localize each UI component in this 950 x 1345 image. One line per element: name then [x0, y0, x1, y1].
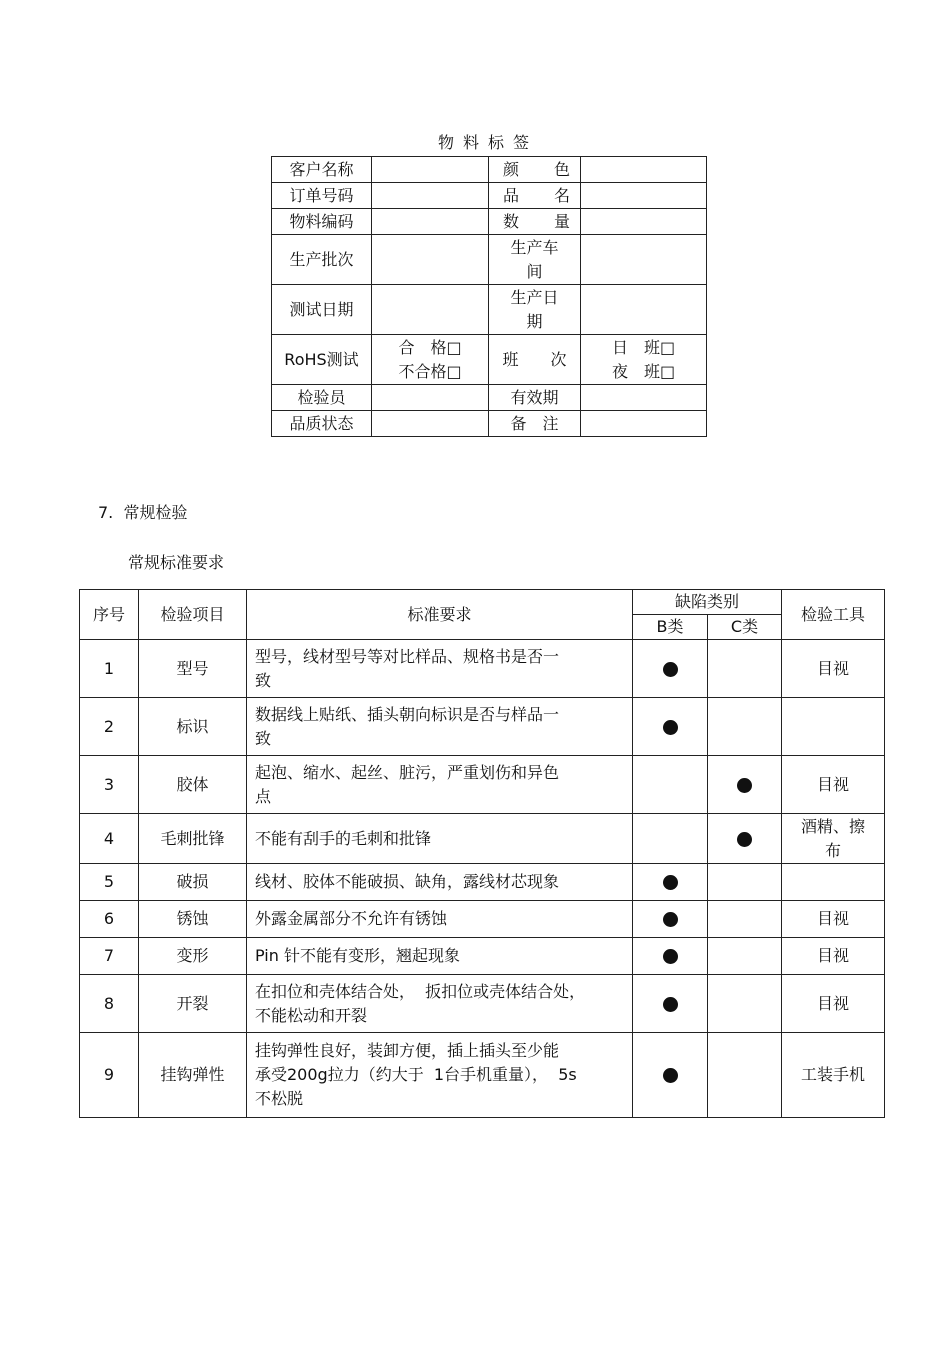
requirement-line: 挂钩弹性良好，装卸方便，插上插头至少能: [255, 1041, 560, 1060]
field-value: [581, 183, 707, 209]
defect-class-c: [708, 756, 782, 814]
defect-class-b: [633, 901, 708, 938]
standard-requirement: [247, 864, 633, 901]
night-shift-checkbox[interactable]: 夜 班□: [611, 361, 676, 381]
label-title: 物料标签: [437, 133, 538, 152]
inspection-tool: 目视: [782, 975, 885, 1033]
inspection-table: [79, 589, 885, 1118]
table-row: [80, 698, 885, 756]
label-row: [272, 385, 707, 411]
inspection-item: 毛刺批锋: [139, 814, 247, 864]
row-number: 2: [80, 698, 139, 756]
table-row: [80, 938, 885, 975]
field-label: 班 次: [489, 335, 581, 385]
field-label: 品质状态: [272, 411, 372, 437]
row-number: 8: [80, 975, 139, 1033]
header-row: [80, 590, 885, 615]
table-row: [80, 640, 885, 698]
standard-requirement: [247, 975, 633, 1033]
header-item: 检验项目: [139, 590, 247, 640]
material-label-table: [271, 156, 707, 437]
defect-class-b: [633, 1033, 708, 1118]
requirement-line: 数据线上贴纸、插头朝向标识是否与样品一: [255, 704, 560, 724]
inspection-item: 锈蚀: [139, 901, 247, 938]
requirement-line: 致: [255, 670, 272, 690]
table-row: [80, 814, 885, 864]
field-value: [372, 183, 489, 209]
filled-circle-icon: [737, 778, 752, 793]
inspection-item: 型号: [139, 640, 247, 698]
defect-class-b: [633, 814, 708, 864]
inspection-tool: 目视: [782, 938, 885, 975]
standard-requirement: [247, 901, 633, 938]
defect-class-c: [708, 640, 782, 698]
field-value: [372, 209, 489, 235]
requirement-line: Pin 针不能有变形，翘起现象: [255, 946, 460, 965]
requirement-line: 不能有刮手的毛刺和批锋: [255, 828, 432, 848]
header-defect: 缺陷类别: [633, 590, 782, 615]
defect-class-b: [633, 864, 708, 901]
label-row: [272, 335, 707, 385]
filled-circle-icon: [663, 875, 678, 890]
defect-class-c: [708, 864, 782, 901]
filled-circle-icon: [663, 662, 678, 677]
filled-circle-icon: [663, 949, 678, 964]
standard-requirement: [247, 698, 633, 756]
requirement-line: 点: [255, 786, 272, 806]
table-row: [80, 864, 885, 901]
filled-circle-icon: [663, 997, 678, 1012]
field-label: 测试日期: [272, 285, 372, 335]
filled-circle-icon: [663, 1068, 678, 1083]
row-number: 3: [80, 756, 139, 814]
inspection-item: 胶体: [139, 756, 247, 814]
standard-requirement: [247, 756, 633, 814]
field-label: 客户名称: [272, 157, 372, 183]
defect-class-b: [633, 698, 708, 756]
field-label: 备 注: [489, 411, 581, 437]
standard-requirement: [247, 814, 633, 864]
defect-class-b: [633, 938, 708, 975]
inspection-item: 挂钩弹性: [139, 1033, 247, 1118]
row-number: 5: [80, 864, 139, 901]
row-number: 4: [80, 814, 139, 864]
field-value: [581, 385, 707, 411]
field-value: [581, 235, 707, 285]
rohs-result: [372, 335, 489, 385]
inspection-tool: 目视: [782, 756, 885, 814]
field-value: [372, 157, 489, 183]
inspection-tool: 工装手机: [782, 1033, 885, 1118]
field-label: 数量: [489, 209, 581, 235]
standard-requirement: [247, 640, 633, 698]
header-no: 序号: [80, 590, 139, 640]
field-label: 品名: [489, 183, 581, 209]
defect-class-b: [633, 756, 708, 814]
field-value: [581, 285, 707, 335]
filled-circle-icon: [663, 912, 678, 927]
defect-class-c: [708, 814, 782, 864]
section-heading: 7. 常规检验: [98, 503, 188, 522]
field-label: 订单号码: [272, 183, 372, 209]
field-label: 生产批次: [272, 235, 372, 285]
field-value: [581, 411, 707, 437]
label-row: [272, 209, 707, 235]
inspection-tool: [782, 698, 885, 756]
field-value: [372, 235, 489, 285]
inspection-tool: [782, 814, 885, 864]
row-number: 1: [80, 640, 139, 698]
label-row: [272, 235, 707, 285]
defect-class-c: [708, 698, 782, 756]
field-label: 颜色: [489, 157, 581, 183]
table-row: [80, 975, 885, 1033]
header-tool: 检验工具: [782, 590, 885, 640]
field-label: 生产日期: [489, 285, 581, 335]
requirement-line: 不能松动和开裂: [255, 1005, 368, 1025]
inspection-tool: [782, 864, 885, 901]
defect-class-c: [708, 901, 782, 938]
field-label: 检验员: [272, 385, 372, 411]
row-number: 9: [80, 1033, 139, 1118]
requirement-line: 在扣位和壳体结合处， 扳扣位或壳体结合处，: [255, 981, 586, 1001]
field-value: [372, 285, 489, 335]
inspection-item: 开裂: [139, 975, 247, 1033]
defect-class-b: [633, 975, 708, 1033]
field-value: [372, 411, 489, 437]
rohs-fail-checkbox[interactable]: 不合格□: [398, 361, 462, 381]
table-row: [80, 756, 885, 814]
table-row: [80, 901, 885, 938]
standard-requirement: [247, 938, 633, 975]
defect-class-c: [708, 975, 782, 1033]
header-class-b: B类: [633, 615, 708, 640]
tool-line: 酒精、擦: [801, 816, 866, 836]
inspection-item: 标识: [139, 698, 247, 756]
label-row: [272, 157, 707, 183]
table-row: [80, 1033, 885, 1118]
label-row: [272, 411, 707, 437]
field-label: 有效期: [489, 385, 581, 411]
inspection-item: 变形: [139, 938, 247, 975]
field-value: [581, 157, 707, 183]
defect-class-c: [708, 938, 782, 975]
inspection-tool: 目视: [782, 640, 885, 698]
requirement-line: 致: [255, 728, 272, 748]
tool-line: 布: [825, 840, 842, 860]
section-subheading: 常规标准要求: [128, 553, 225, 572]
row-number: 7: [80, 938, 139, 975]
filled-circle-icon: [737, 832, 752, 847]
defect-class-b: [633, 640, 708, 698]
field-label: 物料编码: [272, 209, 372, 235]
inspection-tool: 目视: [782, 901, 885, 938]
header-class-c: C类: [708, 615, 782, 640]
requirement-line: 外露金属部分不允许有锈蚀: [255, 909, 448, 928]
requirement-line: 起泡、缩水、起丝、脏污，严重划伤和异色: [255, 762, 560, 782]
field-label: 生产车间: [489, 235, 581, 285]
day-shift-checkbox[interactable]: 日 班□: [611, 337, 676, 357]
filled-circle-icon: [663, 720, 678, 735]
field-value: [581, 209, 707, 235]
inspection-item: 破损: [139, 864, 247, 901]
label-row: [272, 183, 707, 209]
field-label: RoHS测试: [272, 335, 372, 385]
requirement-line: 线材、胶体不能破损、缺角，露线材芯现象: [255, 872, 560, 891]
header-standard: 标准要求: [247, 590, 633, 640]
requirement-line: 型号，线材型号等对比样品、规格书是否一: [255, 646, 560, 666]
requirement-line: 承受200g拉力（约大于 1台手机重量）， 5s: [255, 1065, 577, 1084]
row-number: 6: [80, 901, 139, 938]
shift-choice: [581, 335, 707, 385]
requirement-line: 不松脱: [255, 1089, 304, 1108]
standard-requirement: [247, 1033, 633, 1118]
label-row: [272, 285, 707, 335]
defect-class-c: [708, 1033, 782, 1118]
field-value: [372, 385, 489, 411]
rohs-pass-checkbox[interactable]: 合 格□: [398, 337, 462, 357]
